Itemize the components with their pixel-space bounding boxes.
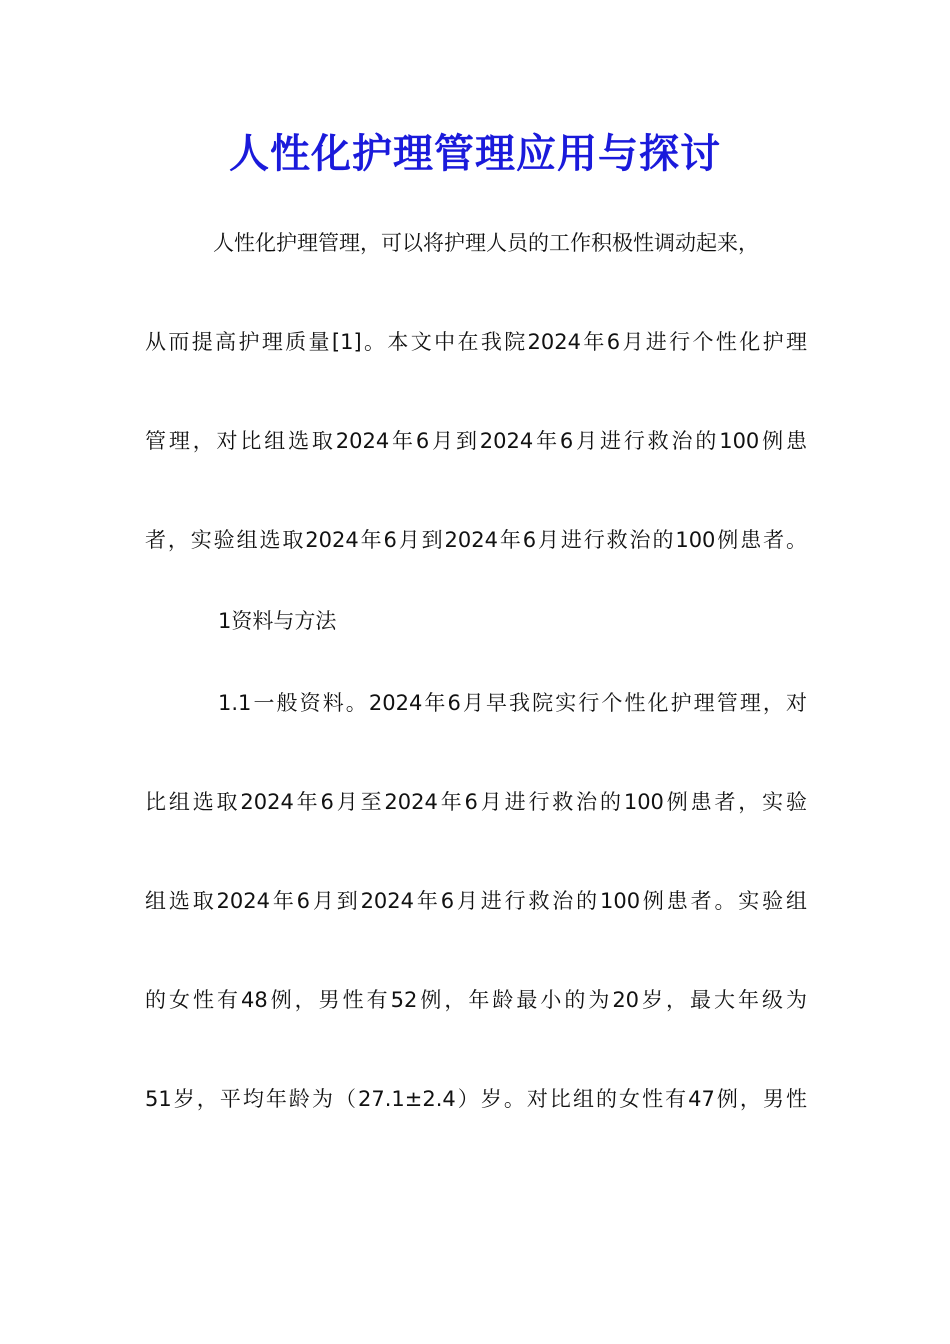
paragraph-line: 管理，对比组选取2024年6月到2024年6月进行救治的100例患 <box>145 429 807 453</box>
paragraph-line: 51岁，平均年龄为（27.1±2.4）岁。对比组的女性有47例，男性 <box>145 1087 807 1111</box>
paragraph-line: 者，实验组选取2024年6月到2024年6月进行救治的100例患者。 <box>145 528 807 552</box>
paragraph-line: 组选取2024年6月到2024年6月进行救治的100例患者。实验组 <box>145 889 807 913</box>
paragraph-line: 比组选取2024年6月至2024年6月进行救治的100例患者，实验 <box>145 790 807 814</box>
paragraph-line: 人性化护理管理，可以将护理人员的工作积极性调动起来， <box>213 231 759 255</box>
paragraph-line: 从而提高护理质量[1]。本文中在我院2024年6月进行个性化护理 <box>145 330 807 354</box>
document-title: 人性化护理管理应用与探讨 <box>229 130 721 177</box>
paragraph-line: 1.1一般资料。2024年6月早我院实行个性化护理管理，对 <box>218 691 807 715</box>
section-heading: 1资料与方法 <box>218 609 337 633</box>
paragraph-line: 的女性有48例，男性有52例，年龄最小的为20岁，最大年级为 <box>145 988 807 1012</box>
